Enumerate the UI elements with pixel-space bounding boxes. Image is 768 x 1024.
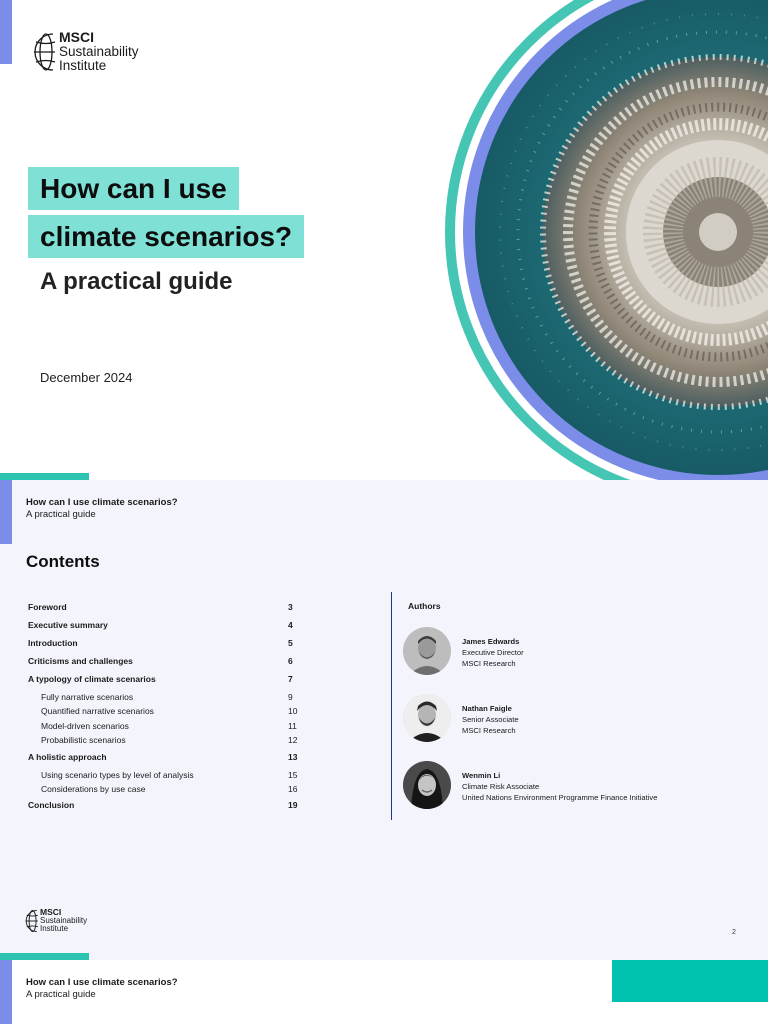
author-name: James Edwards bbox=[462, 637, 520, 646]
toc-item-label: Foreword bbox=[28, 602, 67, 612]
author-role: Senior Associate bbox=[462, 715, 519, 724]
author-organization: United Nations Environment Programme Finance Initiative bbox=[462, 793, 658, 802]
author-organization: MSCI Research bbox=[462, 726, 516, 735]
globe-logo-icon bbox=[25, 908, 39, 934]
publication-date: December 2024 bbox=[40, 370, 133, 385]
author-role: Climate Risk Associate bbox=[462, 782, 540, 791]
toc-subitem[interactable] bbox=[28, 690, 298, 704]
contents-heading: Contents bbox=[26, 552, 100, 571]
toc-item-label: Considerations by use case bbox=[41, 783, 146, 794]
globe-logo-icon bbox=[33, 30, 57, 74]
cover-page bbox=[0, 0, 768, 480]
toc-item-page: 12 bbox=[288, 735, 298, 746]
toc-item-page: 3 bbox=[288, 602, 293, 612]
running-header-title: How can I use climate scenarios? bbox=[26, 497, 178, 508]
toc-item-page: 4 bbox=[288, 620, 293, 630]
toc-item[interactable] bbox=[28, 750, 298, 768]
section-teal-bar bbox=[0, 953, 89, 960]
toc-item[interactable] bbox=[28, 600, 298, 618]
column-divider bbox=[391, 592, 392, 820]
table-of-contents bbox=[28, 600, 298, 816]
logo-line-msci: MSCI bbox=[40, 907, 62, 917]
toc-subitem[interactable] bbox=[28, 719, 298, 733]
toc-item[interactable] bbox=[28, 654, 298, 672]
msci-logo bbox=[33, 30, 139, 74]
author-info bbox=[462, 703, 519, 736]
page-number: 2 bbox=[732, 929, 736, 936]
running-header bbox=[26, 977, 178, 1001]
logo-line-institute: Institute bbox=[59, 57, 107, 73]
toc-item-label: A holistic approach bbox=[28, 751, 107, 762]
toc-item-page: 9 bbox=[288, 692, 293, 702]
toc-item-page: 5 bbox=[288, 638, 293, 648]
person-photo-icon bbox=[403, 627, 451, 675]
contents-page bbox=[0, 480, 768, 960]
cover-edge-accent bbox=[0, 0, 12, 64]
author-role: Executive Director bbox=[462, 648, 524, 657]
toc-item-page: 6 bbox=[288, 656, 293, 666]
logo-line-sustainability: Sustainability bbox=[40, 915, 88, 925]
running-header-subtitle: A practical guide bbox=[26, 989, 96, 1000]
running-header-subtitle: A practical guide bbox=[26, 509, 96, 520]
running-header-title: How can I use climate scenarios? bbox=[26, 977, 178, 988]
aerial-radial-pattern-image bbox=[436, 0, 768, 480]
running-header bbox=[26, 497, 178, 521]
avatar bbox=[403, 761, 451, 809]
toc-item-page: 10 bbox=[288, 706, 298, 717]
cover-subtitle: A practical guide bbox=[40, 268, 233, 295]
page-edge-accent bbox=[0, 960, 12, 1024]
toc-item-label: Executive summary bbox=[28, 620, 108, 630]
next-page bbox=[0, 960, 768, 1024]
toc-item-label: Quantified narrative scenarios bbox=[41, 706, 154, 717]
author-organization: MSCI Research bbox=[462, 659, 516, 668]
author-card bbox=[403, 627, 743, 677]
toc-item-label: A typology of climate scenarios bbox=[28, 674, 156, 684]
author-card bbox=[403, 761, 743, 811]
toc-item-label: Introduction bbox=[28, 638, 78, 648]
toc-item-label: Fully narrative scenarios bbox=[41, 692, 134, 702]
toc-item[interactable] bbox=[28, 636, 298, 654]
avatar bbox=[403, 627, 451, 675]
person-photo-icon bbox=[403, 694, 451, 742]
logo-wordmark bbox=[40, 908, 87, 934]
toc-item-page: 13 bbox=[288, 751, 298, 762]
author-card bbox=[403, 694, 743, 744]
toc-item-label: Conclusion bbox=[28, 800, 75, 811]
toc-item-label: Using scenario types by level of analysis bbox=[41, 769, 194, 780]
toc-subitem[interactable] bbox=[28, 782, 298, 796]
author-name: Wenmin Li bbox=[462, 771, 501, 780]
toc-item-label: Model-driven scenarios bbox=[41, 720, 129, 731]
msci-logo-footer bbox=[25, 908, 87, 934]
cover-title-line-1: How can I use bbox=[28, 167, 239, 210]
avatar bbox=[403, 694, 451, 742]
toc-item-page: 7 bbox=[288, 674, 293, 684]
logo-line-institute: Institute bbox=[40, 924, 69, 934]
toc-item-page: 16 bbox=[288, 783, 298, 794]
authors-heading: Authors bbox=[408, 601, 441, 611]
toc-subitem[interactable] bbox=[28, 704, 298, 718]
teal-corner-block bbox=[612, 960, 768, 1002]
logo-line-sustainability: Sustainability bbox=[59, 43, 139, 59]
toc-item[interactable] bbox=[28, 672, 298, 690]
toc-item-page: 15 bbox=[288, 769, 298, 780]
toc-item-page: 19 bbox=[288, 800, 298, 811]
logo-line-msci: MSCI bbox=[59, 29, 94, 45]
author-name: Nathan Faigle bbox=[462, 704, 512, 713]
logo-wordmark bbox=[59, 30, 139, 73]
author-info bbox=[462, 770, 657, 803]
toc-item[interactable] bbox=[28, 618, 298, 636]
toc-subitem[interactable] bbox=[28, 768, 298, 782]
toc-item-label: Probabilistic scenarios bbox=[41, 735, 126, 746]
toc-subitem[interactable] bbox=[28, 733, 298, 747]
page-edge-accent bbox=[0, 480, 12, 544]
cover-title-line-2: climate scenarios? bbox=[28, 215, 304, 258]
toc-item-page: 11 bbox=[288, 720, 297, 731]
author-info bbox=[462, 636, 524, 669]
section-teal-bar bbox=[0, 473, 89, 480]
toc-item-label: Criticisms and challenges bbox=[28, 656, 133, 666]
person-photo-icon bbox=[403, 761, 451, 809]
toc-item[interactable] bbox=[28, 798, 298, 816]
